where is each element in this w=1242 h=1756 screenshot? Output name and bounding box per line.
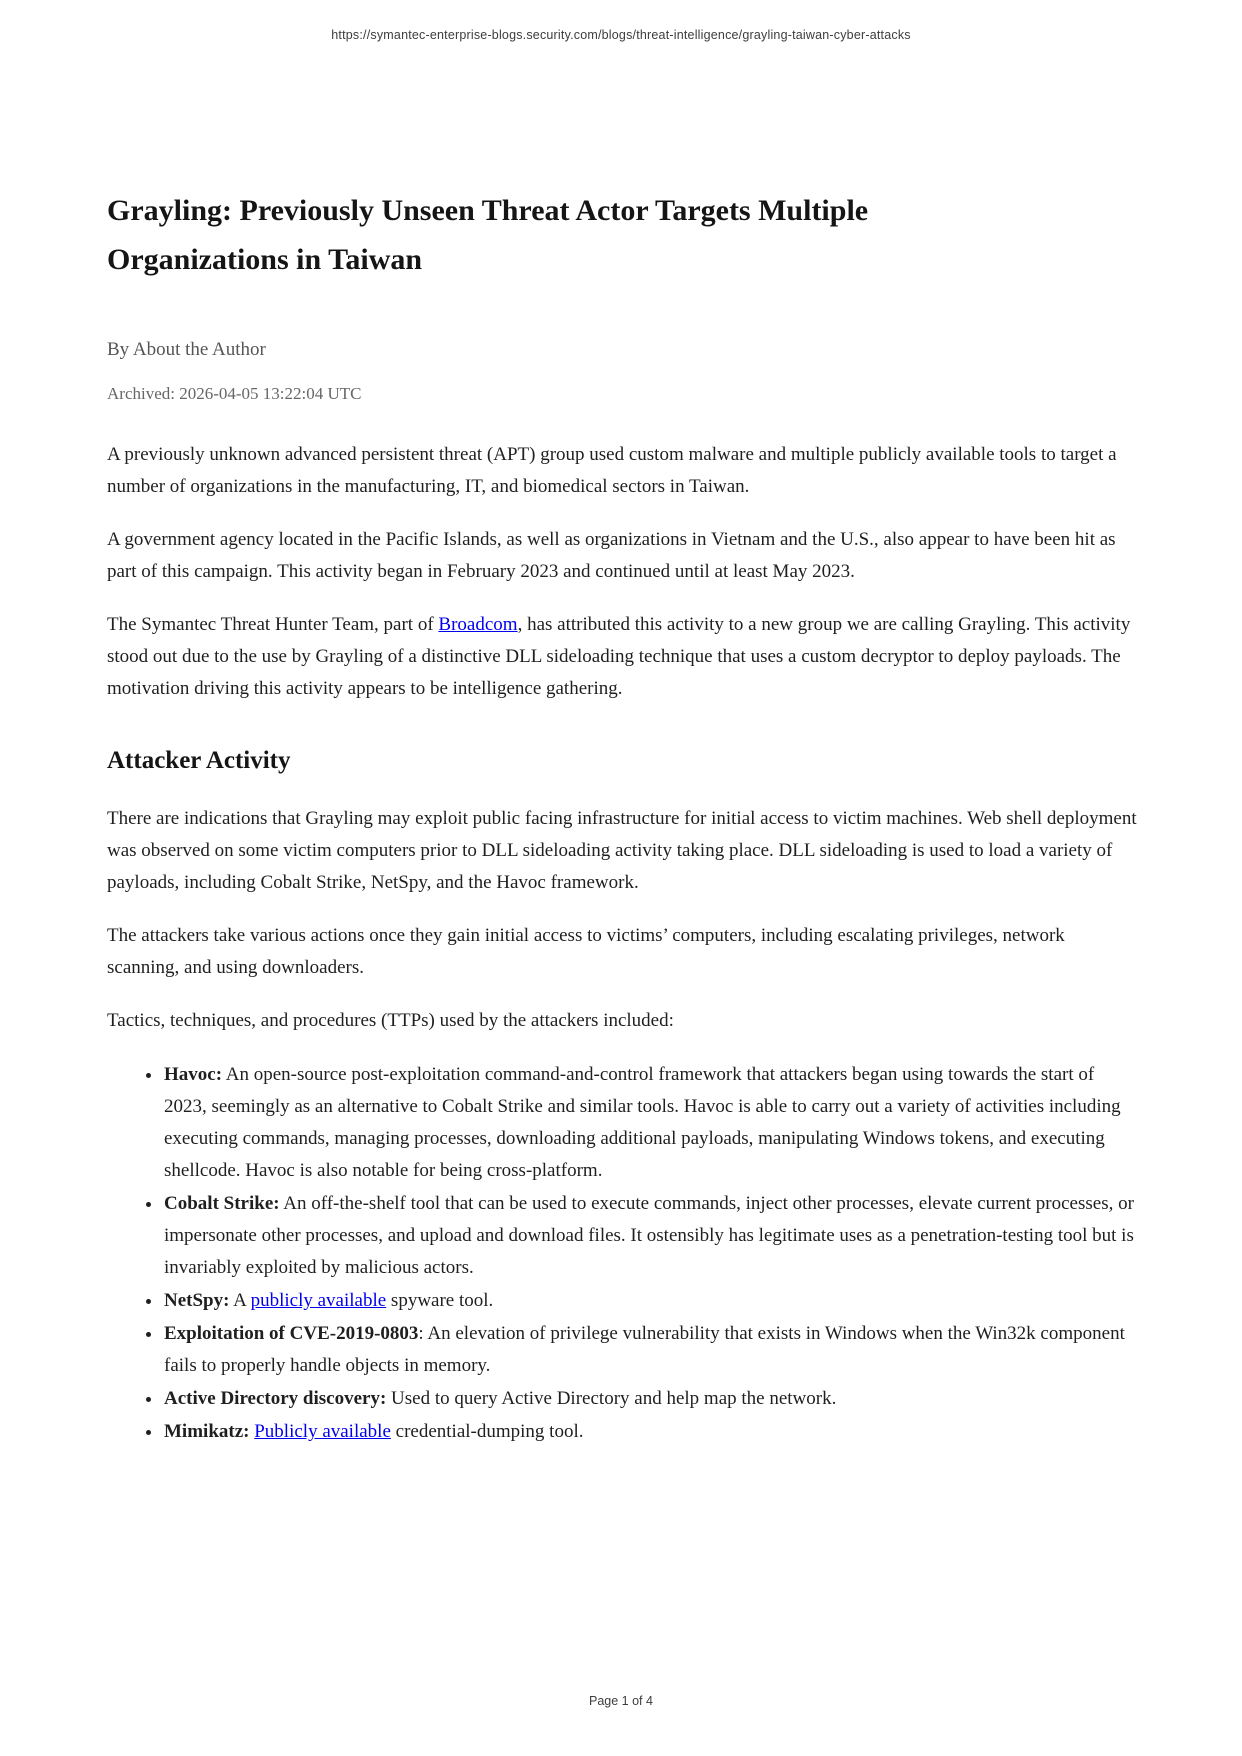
article-content — [107, 439, 1139, 1448]
ttp-term: NetSpy: — [164, 1290, 230, 1311]
paragraph-attribution-pre: The Symantec Threat Hunter Team, part of — [107, 614, 439, 635]
paragraph-attribution — [107, 609, 1139, 705]
byline: By About the Author — [107, 339, 266, 360]
archived-timestamp: Archived: 2026-04-05 13:22:04 UTC — [107, 384, 362, 403]
ttp-description-post: spyware tool. — [386, 1290, 494, 1311]
section-heading-attacker-activity: Attacker Activity — [107, 747, 291, 774]
paragraph-initial-access: There are indications that Grayling may exploit public facing infrastructure for initial access to victim machines. Web shell deployment was observed on some victim computers prior to DLL sideloading activity taking place. DLL sideloading is used to load a variety of payloads, including Cobalt Strike, NetSpy, and the Havoc framework. — [107, 808, 1137, 893]
list-item-havoc — [163, 1059, 1139, 1187]
article-body — [107, 0, 1139, 1449]
ttp-description-pre: A — [229, 1290, 251, 1311]
page-url: https://symantec-enterprise-blogs.security.com/blogs/threat-intelligence/grayling-taiwan-cyber-attacks — [331, 28, 911, 42]
list-item-cve-2019-0803 — [163, 1318, 1139, 1382]
ttp-term: Exploitation of CVE-2019-0803 — [164, 1323, 419, 1344]
ttp-term: Active Directory discovery: — [164, 1388, 387, 1409]
list-item-active-directory — [163, 1383, 1139, 1415]
ttp-description: Used to query Active Directory and help map the network. — [386, 1388, 837, 1409]
list-item-cobalt-strike — [163, 1188, 1139, 1284]
paragraph-attribution-post: , has attributed this activity to a new group we are calling Grayling. This activity stood out due to the use by Grayling of a distinctive DLL sideloading technique that uses a custom decryptor to deploy payloads. The motivation driving this activity appears to be intelligence gathering. — [107, 614, 1131, 699]
paragraph-intro: A previously unknown advanced persistent threat (APT) group used custom malware and multiple publicly available tools to target a number of organizations in the manufacturing, IT, and biomedical sectors in Taiwan. — [107, 444, 1117, 497]
ttp-description: An open-source post-exploitation command-and-control framework that attackers began using towards the start of 2023, seemingly as an alternative to Cobalt Strike and similar tools. Havoc is able to carry out a variety of activities including executing commands, managing processes, downloading additional payloads, manipulating Windows tokens, and executing shellcode. Havoc is also notable for being cross-platform. — [164, 1064, 1121, 1181]
paragraph-campaign: A government agency located in the Pacific Islands, as well as organizations in Vietnam and the U.S., also appear to have been hit as part of this campaign. This activity began in February 2023 and continued until at least May 2023. — [107, 529, 1116, 582]
ttp-description: An off-the-shelf tool that can be used to execute commands, inject other processes, elevate current processes, or impersonate other processes, and upload and download files. It ostensibly has legitimate uses as a penetration-testing tool but is invariably exploited by malicious actors. — [164, 1193, 1134, 1278]
article-title: Grayling: Previously Unseen Threat Actor Targets Multiple Organizations in Taiwan — [107, 194, 869, 276]
page-number: Page 1 of 4 — [589, 1694, 653, 1708]
ttp-term: Havoc: — [164, 1064, 223, 1085]
ttp-term: Cobalt Strike: — [164, 1193, 280, 1214]
ttp-description: : An elevation of privilege vulnerability that exists in Windows when the Win32k component fails to properly handle objects in memory. — [164, 1323, 1125, 1376]
paragraph-attacker-actions: The attackers take various actions once they gain initial access to victims’ computers, including escalating privileges, network scanning, and using downloaders. — [107, 925, 1065, 978]
ttp-list — [107, 1059, 1139, 1448]
netspy-publicly-available-link[interactable]: publicly available — [250, 1290, 387, 1311]
ttp-description-post: credential-dumping tool. — [390, 1421, 584, 1442]
list-item-netspy — [163, 1285, 1139, 1317]
paragraph-ttps-lead: Tactics, techniques, and procedures (TTPs) used by the attackers included: — [107, 1010, 674, 1031]
mimikatz-publicly-available-link[interactable]: Publicly available — [254, 1421, 391, 1442]
list-item-mimikatz — [163, 1416, 1139, 1448]
broadcom-link[interactable]: Broadcom — [438, 614, 518, 635]
ttp-term: Mimikatz: — [164, 1421, 250, 1442]
